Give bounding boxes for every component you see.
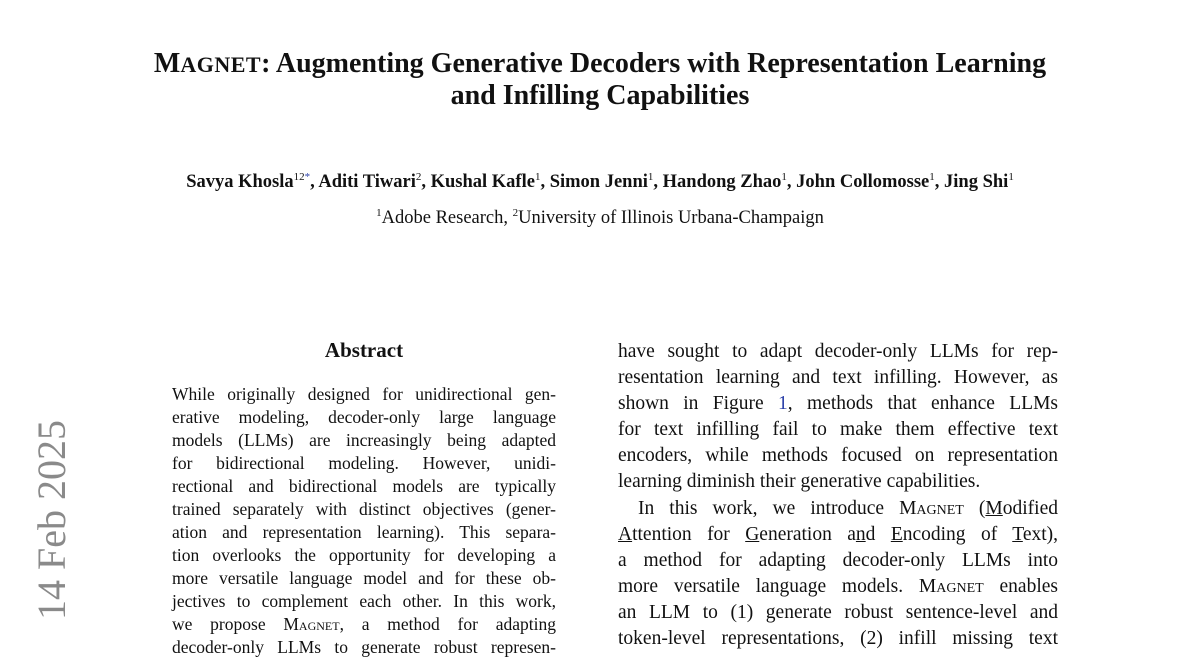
author-list: Savya Khosla$^{12*}$, Aditi Tiwari$^2$, Kushal Kafle$^1$, Simon Jenni$^1$, Handong Zhao$^1$, John Collomosse$^1$, Jing Shi$^1$ — [186, 170, 1014, 192]
author-name: Simon Jenni — [549, 172, 648, 192]
abstract-line: ation and representation learning). This separa- — [172, 522, 556, 542]
affiliation-2: University of Illinois Urbana-Champaign — [518, 208, 824, 228]
abstract-line — [172, 612, 556, 636]
author-affiliation-sup: 1 — [647, 170, 654, 183]
body-text: eneration a — [759, 524, 856, 545]
abstract-text: , a method for adapting — [339, 614, 556, 634]
magnet-name: Magnet — [283, 614, 340, 634]
body-line — [638, 496, 1058, 522]
abstract-line: While originally designed for unidirectional gen- — [172, 384, 556, 404]
abstract-heading: Abstract — [324, 338, 404, 362]
magnet-name: Magnet — [918, 576, 984, 597]
title-magnet-initial: M — [153, 48, 181, 79]
body-text: , methods that enhance LLMs — [787, 393, 1058, 414]
abstract-line: tion overlooks the opportunity for developing a — [172, 545, 556, 565]
abstract-text: we propose — [172, 614, 284, 634]
body-text: ext), — [1022, 524, 1059, 545]
author-name: John Collomosse — [796, 172, 930, 192]
affiliations — [100, 206, 1100, 230]
body-text: enables — [983, 576, 1058, 597]
body-text: ttention for — [632, 524, 746, 545]
acronym-letter: n — [855, 524, 866, 545]
arxiv-date-stamp: 14 Feb 2025 — [29, 420, 74, 620]
abstract-line: for bidirectional modeling. However, unidi- — [172, 453, 556, 473]
body-line: a method for adapting decoder-only LLMs into — [618, 550, 1058, 571]
abstract-line: rectional and bidirectional models are typically — [172, 476, 556, 496]
author-name: Kushal Kafle — [430, 172, 535, 192]
title-line-1-rest: : Augmenting Generative Decoders with Representation Learning — [261, 48, 1047, 79]
acronym-letter: T — [1012, 524, 1023, 545]
title-line-1 — [100, 48, 1100, 80]
author-affiliation-sup: 1 — [1008, 170, 1014, 183]
acronym-letter: M — [985, 498, 1003, 519]
body-line: resentation learning and text infilling. However, as — [618, 367, 1058, 388]
body-line: an LLM to (1) generate robust sentence-level and — [618, 602, 1058, 623]
body-line: encoders, while methods focused on representation — [618, 445, 1058, 466]
body-line — [618, 522, 1058, 548]
body-line: for text infilling fail to make them effective text — [618, 419, 1058, 440]
acronym-letter: G — [745, 524, 760, 545]
body-line — [618, 574, 1058, 600]
abstract-line: more versatile language model and for these ob- — [172, 568, 556, 588]
acronym-letter: A — [618, 524, 633, 545]
magnet-name: Magnet — [899, 498, 964, 519]
body-text: ncoding of — [902, 524, 1013, 545]
author-affiliation-sup: 12 — [293, 170, 305, 183]
author-affiliation-sup: 2 — [415, 170, 422, 183]
body-line — [618, 391, 1058, 417]
corresponding-author-star[interactable]: * — [304, 170, 311, 183]
author-name: Jing Shi — [944, 172, 1009, 192]
abstract-line: jectives to complement each other. In this work, — [172, 591, 556, 611]
acronym-letter: E — [890, 524, 903, 545]
figure-1-link[interactable]: 1 — [778, 393, 788, 414]
affiliation-sup-2: 2 — [512, 206, 519, 219]
abstract-line: models (LLMs) are increasingly being adapted — [172, 430, 556, 450]
body-text: In this work, we introduce — [638, 498, 900, 519]
author-name: Aditi Tiwari — [318, 172, 416, 192]
abstract-line: erative modeling, decoder-only large language — [172, 407, 556, 427]
body-line: token-level representations, (2) infill missing text — [618, 628, 1058, 649]
title-line-2: and Infilling Capabilities — [450, 80, 750, 111]
affiliation-1: Adobe Research, — [381, 208, 513, 228]
title-magnet-rest: AGNET — [180, 52, 262, 77]
author-name: Savya Khosla — [186, 172, 294, 192]
author-affiliation-sup: 1 — [781, 170, 787, 183]
body-line: learning diminish their generative capabilities. — [618, 471, 981, 492]
author-affiliation-sup: 1 — [534, 170, 541, 183]
author-name: Handong Zhao — [662, 172, 782, 192]
abstract-line: trained separately with distinct objectives (gener- — [172, 499, 556, 519]
body-line: have sought to adapt decoder-only LLMs for rep- — [618, 341, 1058, 362]
body-text: shown in Figure — [618, 393, 779, 414]
body-text: odified — [1002, 498, 1058, 519]
abstract-line: decoder-only LLMs to generate robust represen- — [172, 637, 556, 657]
body-text: more versatile language models. — [618, 576, 919, 597]
paper-title — [100, 48, 1100, 111]
affiliation-sup-1: 1 — [376, 206, 382, 219]
author-affiliation-sup: 1 — [929, 170, 935, 183]
body-text: ( — [963, 498, 986, 519]
body-text: d — [865, 524, 891, 545]
